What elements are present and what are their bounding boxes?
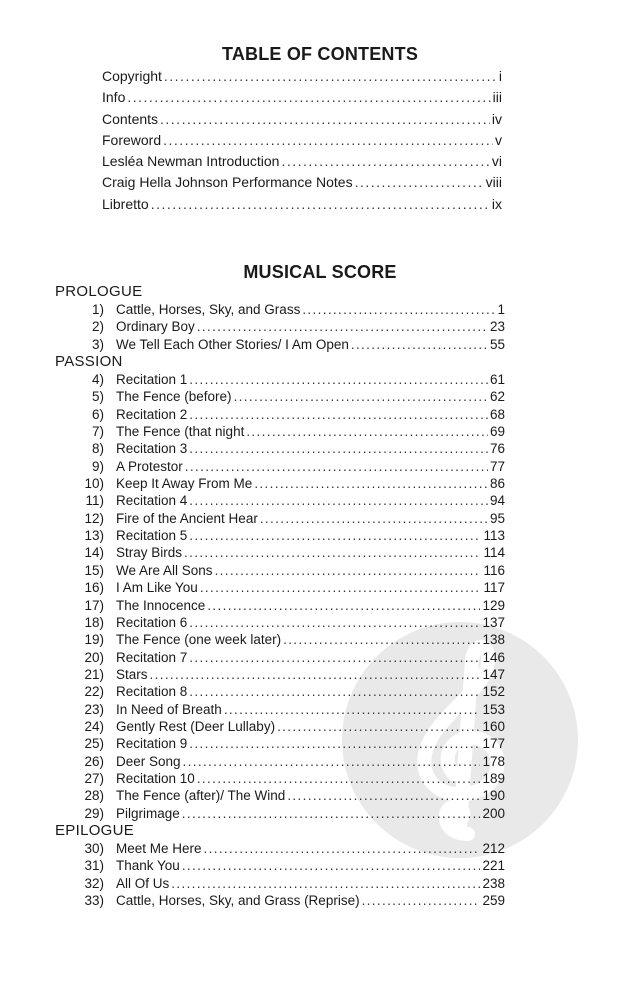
section-label: PROLOGUE: [55, 283, 143, 300]
entry-number: 10): [84, 476, 104, 492]
dot-leader: [302, 301, 495, 318]
entry-number: 3): [91, 336, 104, 352]
entry-title: The Fence (that night: [116, 424, 245, 440]
dot-leader: [204, 840, 481, 857]
entry-title: Recitation 2: [116, 406, 188, 422]
entry-page: 129: [482, 597, 505, 613]
toc-entry[interactable]: [102, 194, 502, 215]
entry-number: 6): [91, 406, 104, 422]
dot-leader: [185, 458, 488, 475]
score-entry[interactable]: [55, 753, 505, 770]
entry-number: 29): [84, 805, 104, 821]
entry-page: 77: [489, 458, 505, 474]
score-entry[interactable]: [55, 718, 505, 735]
entry-page: 137: [482, 614, 505, 630]
dot-leader: [151, 194, 490, 215]
entry-title: We Are All Sons: [116, 562, 213, 578]
score-entry[interactable]: [55, 423, 505, 440]
dot-leader: [160, 109, 490, 130]
score-heading: MUSICAL SCORE: [243, 262, 397, 282]
score-entry[interactable]: [55, 318, 505, 335]
entry-number: 11): [85, 493, 104, 509]
score-entry[interactable]: [55, 857, 505, 874]
toc-entry-page: vi: [491, 153, 502, 170]
dot-leader: [189, 527, 481, 544]
toc-heading: TABLE OF CONTENTS: [221, 44, 419, 64]
entry-number: 21): [84, 666, 104, 682]
dot-leader: [189, 683, 480, 700]
dot-leader: [150, 666, 481, 683]
entry-title: The Innocence: [116, 597, 206, 613]
entry-number: 17): [84, 597, 104, 613]
entry-number: 26): [84, 753, 104, 769]
toc-entry-page: v: [495, 131, 502, 148]
dot-leader: [246, 423, 488, 440]
toc-entry-page: viii: [485, 174, 502, 191]
toc-entry[interactable]: [102, 109, 502, 130]
entry-page: 238: [482, 875, 505, 891]
entry-page: 116: [483, 562, 505, 578]
entry-number: 20): [84, 649, 104, 665]
entry-number: 25): [84, 736, 104, 752]
dot-leader: [163, 130, 493, 151]
entry-title: Fire of the Ancient Hear: [116, 510, 258, 526]
entry-title: In Need of Breath: [116, 701, 222, 717]
score-entry[interactable]: [55, 649, 505, 666]
entry-title: The Fence (one week later): [116, 632, 282, 648]
score-entry[interactable]: [55, 875, 505, 892]
entry-number: 30): [84, 840, 104, 856]
entry-title: Recitation 7: [116, 649, 188, 665]
score-entry[interactable]: [55, 805, 505, 822]
entry-page: 114: [483, 545, 505, 561]
entry-title: Recitation 5: [116, 528, 188, 544]
toc-entry-page: ix: [491, 195, 502, 212]
entry-number: 32): [84, 875, 104, 891]
dot-leader: [189, 492, 488, 509]
dot-leader: [277, 718, 480, 735]
dot-leader: [254, 475, 488, 492]
entry-page: 189: [482, 770, 505, 786]
toc-entry-page: iii: [492, 89, 502, 106]
entry-title: All Of Us: [116, 875, 170, 891]
entry-page: 94: [489, 493, 505, 509]
entry-page: 69: [489, 424, 505, 440]
dot-leader: [197, 770, 481, 787]
entry-page: 153: [482, 701, 505, 717]
dot-leader: [127, 87, 490, 108]
entry-page: 152: [482, 684, 505, 700]
dot-leader: [200, 579, 482, 596]
score-entry[interactable]: [55, 562, 505, 579]
entry-number: 27): [84, 770, 104, 786]
entry-page: 95: [489, 510, 505, 526]
entry-title: Ordinary Boy: [116, 319, 195, 335]
entry-title: Recitation 1: [116, 372, 188, 388]
entry-number: 1): [91, 302, 104, 317]
entry-page: 146: [482, 649, 505, 665]
score-entry[interactable]: [55, 701, 505, 718]
entry-title: Recitation 4: [116, 493, 188, 509]
entry-page: 76: [489, 441, 505, 457]
entry-page: 190: [482, 788, 505, 804]
dot-leader: [287, 787, 480, 804]
entry-number: 2): [91, 319, 104, 335]
entry-page: 177: [482, 736, 505, 752]
entry-number: 13): [84, 528, 104, 544]
dot-leader: [171, 875, 480, 892]
entry-title: The Fence (before): [116, 389, 232, 405]
score-entry[interactable]: [55, 787, 505, 804]
entry-title: Deer Song: [116, 753, 181, 769]
toc-entry-page: i: [498, 68, 502, 84]
dot-leader: [189, 649, 480, 666]
entry-title: Recitation 9: [116, 736, 188, 752]
score-entry[interactable]: [55, 840, 505, 857]
score-entry[interactable]: [55, 892, 505, 909]
entry-title: Recitation 8: [116, 684, 188, 700]
entry-number: 4): [91, 372, 104, 388]
entry-title: Stars: [116, 666, 148, 682]
toc-entry-page: iv: [491, 110, 502, 127]
entry-title: Keep It Away From Me: [116, 476, 253, 492]
entry-number: 31): [84, 858, 104, 874]
entry-number: 14): [84, 545, 104, 561]
entry-title: We Tell Each Other Stories/ I Am Open: [116, 336, 349, 352]
dot-leader: [215, 562, 482, 579]
entry-page: 138: [482, 632, 505, 648]
entry-number: 24): [84, 718, 104, 734]
entry-title: I Am Like You: [116, 580, 198, 596]
dot-leader: [207, 597, 480, 614]
score-entry[interactable]: [55, 614, 505, 631]
dot-leader: [234, 388, 488, 405]
entry-number: 7): [91, 424, 104, 440]
toc-entry-title: Libretto: [102, 195, 149, 212]
dot-leader: [260, 510, 488, 527]
score-entry[interactable]: [55, 406, 505, 423]
dot-leader: [224, 701, 481, 718]
entry-title: Recitation 3: [116, 441, 188, 457]
entry-title: Recitation 6: [116, 614, 188, 630]
toc-entry-title: Craig Hella Johnson Performance Notes: [102, 174, 353, 191]
entry-page: 23: [489, 319, 505, 335]
score-entry[interactable]: [55, 579, 505, 596]
dot-leader: [362, 892, 481, 909]
score-entry[interactable]: [55, 597, 505, 614]
entry-title: Cattle, Horses, Sky, and Grass (Reprise): [116, 893, 360, 908]
entry-page: 61: [489, 372, 505, 388]
score-entry[interactable]: [55, 666, 505, 683]
score-entry[interactable]: [55, 301, 505, 318]
toc-list: [102, 66, 502, 215]
dot-leader: [189, 371, 488, 388]
dot-leader: [189, 440, 488, 457]
score-entry[interactable]: [55, 492, 505, 509]
score-entry[interactable]: [55, 631, 505, 648]
dot-leader: [355, 172, 484, 193]
toc-entry-title: Info: [102, 89, 126, 106]
entry-number: 12): [84, 510, 104, 526]
toc-entry[interactable]: [102, 172, 502, 193]
score-entry[interactable]: [55, 440, 505, 457]
entry-title: Pilgrimage: [116, 805, 180, 821]
dot-leader: [281, 151, 489, 172]
toc-entry-title: Lesléa Newman Introduction: [102, 153, 280, 170]
entry-page: 147: [482, 666, 505, 682]
entry-page: 178: [482, 753, 505, 769]
entry-number: 18): [84, 614, 104, 630]
score-entry[interactable]: [55, 544, 505, 561]
score-entry[interactable]: [55, 458, 505, 475]
entry-number: 23): [84, 701, 104, 717]
dot-leader: [182, 857, 481, 874]
toc-entry-title: Contents: [102, 110, 159, 127]
score-entry[interactable]: [55, 770, 505, 787]
score-entry[interactable]: [55, 527, 505, 544]
entry-page: 160: [482, 718, 505, 734]
score-entry[interactable]: [55, 371, 505, 388]
entry-page: 62: [489, 389, 505, 405]
toc-entry[interactable]: [102, 87, 502, 108]
toc-entry-title: Foreword: [102, 131, 162, 148]
entry-title: Recitation 10: [116, 770, 195, 786]
section-label: PASSION: [55, 353, 123, 371]
entry-title: Meet Me Here: [116, 840, 202, 856]
entry-page: 221: [482, 858, 505, 874]
entry-title: Cattle, Horses, Sky, and Grass: [116, 302, 301, 317]
score-entry[interactable]: [55, 336, 505, 353]
score-entry[interactable]: [55, 475, 505, 492]
dot-leader: [197, 318, 488, 335]
section-label: EPILOGUE: [55, 821, 135, 839]
entry-title: Thank You: [116, 858, 180, 874]
entry-title: Gently Rest (Deer Lullaby): [116, 718, 276, 734]
dot-leader: [184, 544, 481, 561]
dot-leader: [189, 406, 488, 423]
entry-page: 212: [482, 840, 505, 856]
entry-number: 28): [84, 788, 104, 804]
entry-page: 55: [489, 336, 505, 352]
toc-entry[interactable]: [102, 130, 502, 151]
score-entry[interactable]: [55, 510, 505, 527]
score-list: [55, 283, 505, 909]
dot-leader: [189, 735, 480, 752]
toc-entry[interactable]: [102, 66, 502, 87]
entry-page: 86: [489, 476, 505, 492]
score-entry[interactable]: [55, 735, 505, 752]
entry-page: 259: [482, 893, 505, 908]
dot-leader: [351, 336, 488, 353]
entry-title: Stray Birds: [116, 545, 183, 561]
entry-page: 68: [489, 406, 505, 422]
dot-leader: [182, 805, 481, 822]
entry-number: 16): [84, 580, 104, 596]
entry-number: 15): [84, 562, 104, 578]
entry-title: A Protestor: [116, 458, 183, 474]
entry-number: 8): [91, 441, 104, 457]
entry-number: 9): [91, 458, 104, 474]
entry-page: 117: [483, 580, 505, 596]
entry-number: 22): [84, 684, 104, 700]
entry-title: The Fence (after)/ The Wind: [116, 788, 286, 804]
toc-entry[interactable]: [102, 151, 502, 172]
toc-entry-title: Copyright: [102, 68, 162, 84]
entry-number: 5): [91, 389, 104, 405]
score-entry[interactable]: [55, 683, 505, 700]
entry-page: 1: [497, 302, 505, 317]
dot-leader: [283, 631, 480, 648]
score-entry[interactable]: [55, 388, 505, 405]
dot-leader: [189, 614, 480, 631]
dot-leader: [164, 66, 497, 87]
entry-page: 113: [483, 528, 505, 544]
entry-number: 33): [84, 893, 104, 908]
entry-page: 200: [482, 805, 505, 821]
entry-number: 19): [84, 632, 104, 648]
dot-leader: [183, 753, 481, 770]
